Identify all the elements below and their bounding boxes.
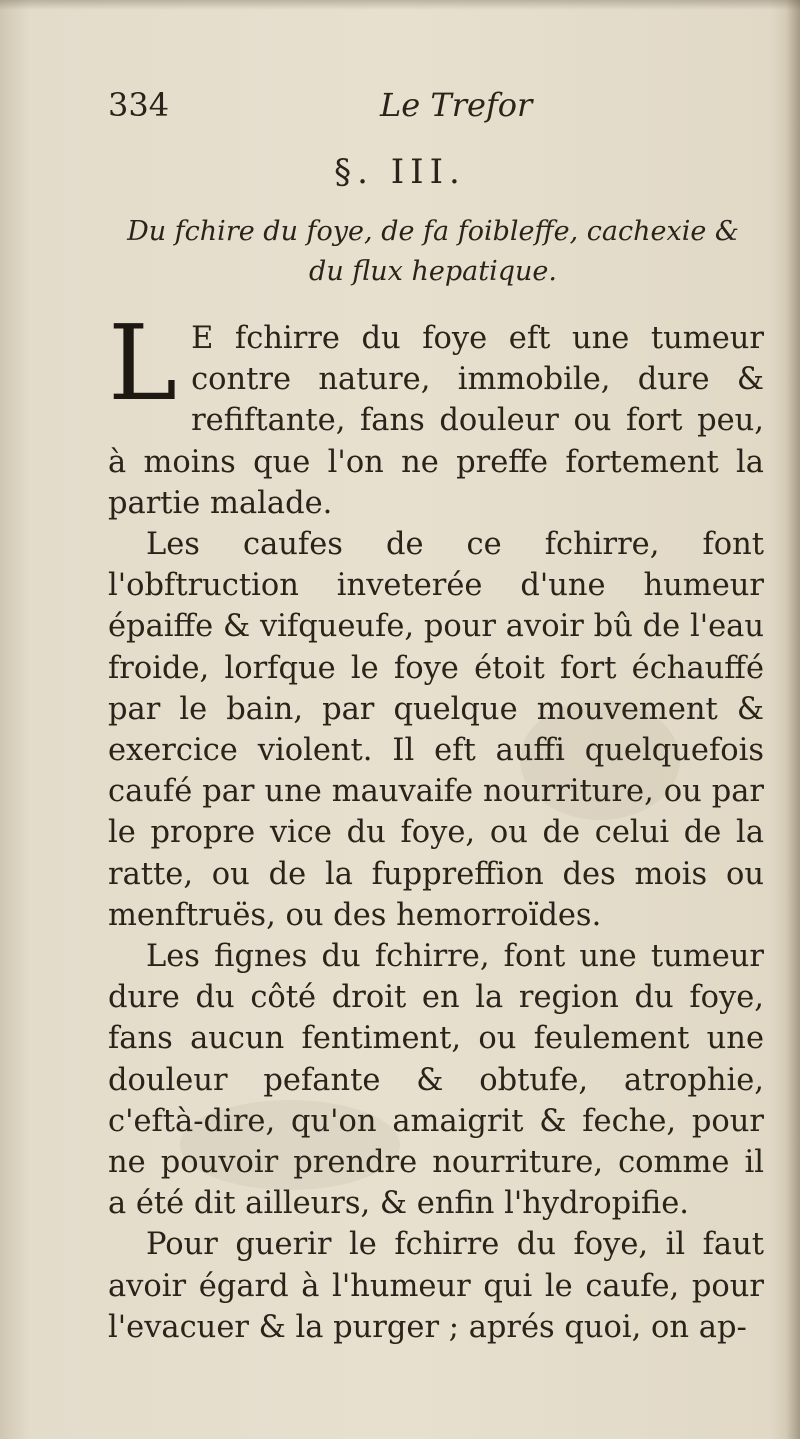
body-text: [108, 302, 764, 1348]
paragraph-3: Les fignes du fchirre, font une tumeur dure du côté droit en la region du foye, fans aucun fentiment, ou feulement une douleur pefante & obtufe, atrophie, c'eftà-dire, qu'on amaigrit & feche, pour ne pouvoir prendre nourriture, comme il a été dit ailleurs, & enfin l'hydropifie.: [108, 939, 764, 1222]
page-spine-shadow: [786, 0, 800, 1439]
page-top-shadow: [0, 0, 800, 10]
paragraph-4: Pour guerir le fchirre du foye, il faut avoir égard à l'humeur qui le caufe, pour l'evacuer & la purger ; aprés quoi, on ap-: [108, 1227, 764, 1345]
running-header: [108, 86, 748, 136]
running-head-title: Le Trefor: [380, 86, 533, 124]
drop-cap: L: [108, 302, 178, 424]
page-number: 334: [108, 86, 170, 124]
section-title: Du fchire du foye, de fa foibleffe, cachexie & du flux hepatique.: [127, 216, 739, 287]
paragraph-2: Les caufes de ce fchirre, font l'obftruction inveterée d'une humeur épaiffe & vifqueufe, pour avoir bû de l'eau froide, lorfque le foye étoit fort échauffé par le bain, par quelque mouvement & exercice violent. Il eft auffi quelquefois caufé par une mauvaife nourriture, ou par le propre vice du foye, ou de celui de la ratte, ou de la fuppreffion des mois ou menftruës, ou des hemorroïdes.: [108, 527, 764, 933]
section-number: §. III.: [334, 152, 466, 192]
paragraph-1-text: E fchirre du foye eft une tumeur contre nature, immobile, dure & refiftante, fans douleur ou fort peu, à moins que l'on ne preffe fortement la partie malade.: [108, 321, 764, 521]
paragraph-1: [108, 302, 764, 524]
